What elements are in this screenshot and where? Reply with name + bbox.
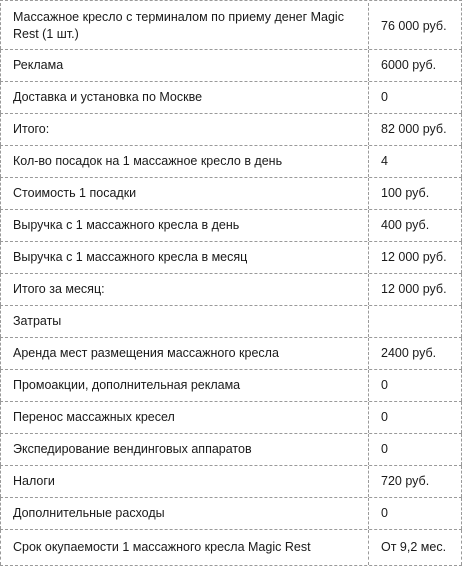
row-label: Итого: bbox=[0, 114, 369, 145]
row-label: Промоакции, дополнительная реклама bbox=[0, 370, 369, 401]
row-value: 720 руб. bbox=[369, 466, 462, 497]
row-label: Стоимость 1 посадки bbox=[0, 178, 369, 209]
row-label: Выручка с 1 массажного кресла в месяц bbox=[0, 242, 369, 273]
row-label: Дополнительные расходы bbox=[0, 498, 369, 529]
table-row bbox=[0, 242, 462, 274]
row-value: 12 000 руб. bbox=[369, 242, 462, 273]
table-row bbox=[0, 338, 462, 370]
row-value: 400 руб. bbox=[369, 210, 462, 241]
row-label: Аренда мест размещения массажного кресла bbox=[0, 338, 369, 369]
row-label: Выручка с 1 массажного кресла в день bbox=[0, 210, 369, 241]
row-label: Доставка и установка по Москве bbox=[0, 82, 369, 113]
row-label: Массажное кресло с терминалом по приему денег Magic Rest (1 шт.) bbox=[0, 3, 369, 49]
row-value: 0 bbox=[369, 370, 462, 401]
table-row bbox=[0, 274, 462, 306]
row-label: Экспедирование вендинговых аппаратов bbox=[0, 434, 369, 465]
row-value bbox=[369, 306, 462, 337]
table-row bbox=[0, 50, 462, 82]
row-label: Реклама bbox=[0, 50, 369, 81]
row-label: Перенос массажных кресел bbox=[0, 402, 369, 433]
row-value: 0 bbox=[369, 82, 462, 113]
row-value: 0 bbox=[369, 434, 462, 465]
table-row bbox=[0, 1, 462, 50]
row-value: 12 000 руб. bbox=[369, 274, 462, 305]
row-value: 0 bbox=[369, 498, 462, 529]
table-row bbox=[0, 402, 462, 434]
row-value: От 9,2 мес. bbox=[369, 530, 462, 565]
row-label: Затраты bbox=[0, 306, 369, 337]
row-label: Итого за месяц: bbox=[0, 274, 369, 305]
row-value: 76 000 руб. bbox=[369, 3, 462, 49]
table-row bbox=[0, 82, 462, 114]
table-row bbox=[0, 434, 462, 466]
row-label: Кол-во посадок на 1 массажное кресло в день bbox=[0, 146, 369, 177]
row-value: 4 bbox=[369, 146, 462, 177]
row-value: 0 bbox=[369, 402, 462, 433]
row-label: Срок окупаемости 1 массажного кресла Magic Rest bbox=[0, 530, 369, 565]
table-row bbox=[0, 530, 462, 566]
row-label: Налоги bbox=[0, 466, 369, 497]
row-value: 6000 руб. bbox=[369, 50, 462, 81]
table-row bbox=[0, 498, 462, 530]
table-row bbox=[0, 114, 462, 146]
table-row bbox=[0, 146, 462, 178]
row-value: 2400 руб. bbox=[369, 338, 462, 369]
table-row bbox=[0, 370, 462, 402]
row-value: 82 000 руб. bbox=[369, 114, 462, 145]
row-value: 100 руб. bbox=[369, 178, 462, 209]
table-row bbox=[0, 306, 462, 338]
table-row bbox=[0, 178, 462, 210]
table-row bbox=[0, 466, 462, 498]
table-row bbox=[0, 210, 462, 242]
